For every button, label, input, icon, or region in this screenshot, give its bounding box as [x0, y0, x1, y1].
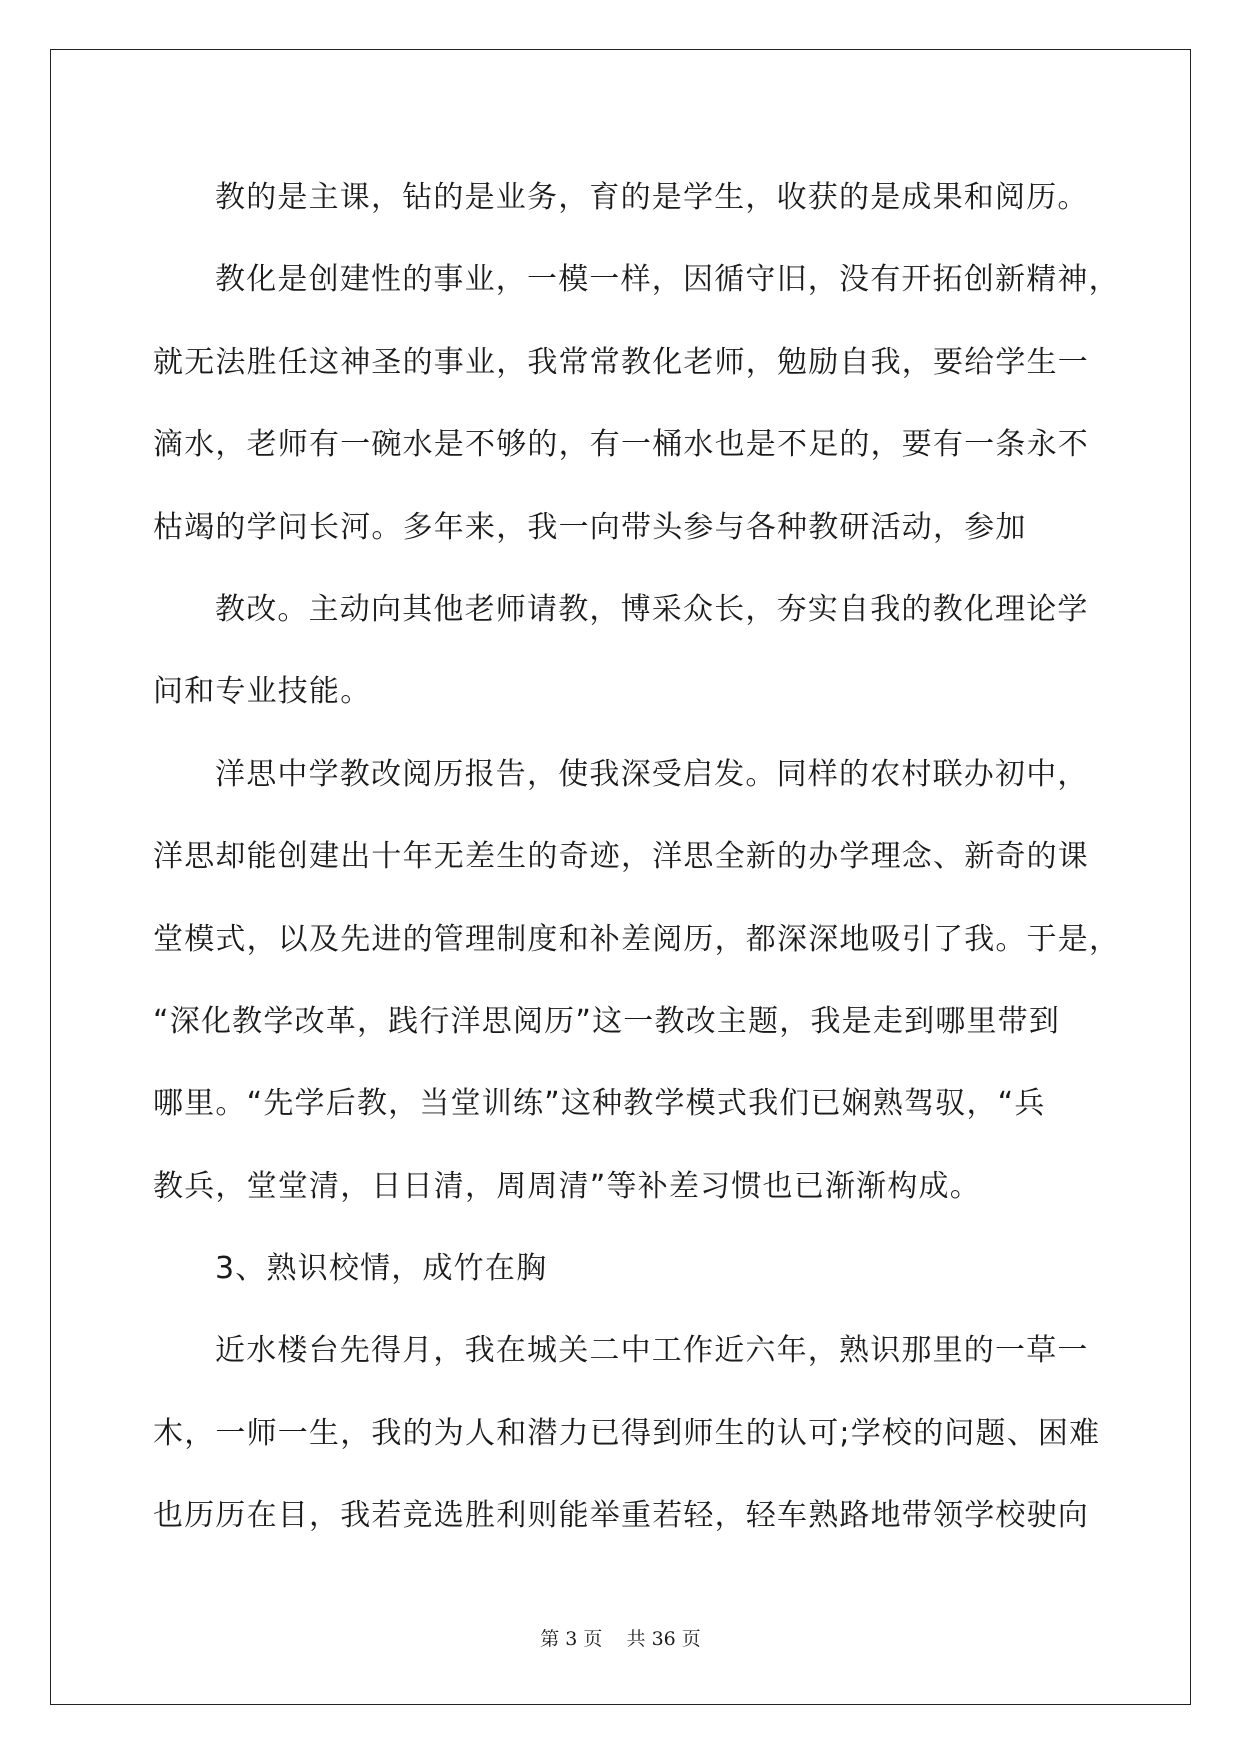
text-line-9: 洋思却能创建出十年无差生的奇迹，洋思全新的办学理念、新奇的课	[153, 839, 1089, 875]
document-body	[153, 157, 1121, 1558]
text-line-3: 就无法胜任这神圣的事业，我常常教化老师，勉励自我，要给学生一	[153, 344, 1089, 380]
text-line-4: 滴水，老师有一碗水是不够的，有一桶水也是不足的，要有一条永不	[153, 427, 1089, 463]
text-line-2: 教化是创建性的事业，一模一样，因循守旧，没有开拓创新精神，	[215, 262, 1120, 298]
text-line-1: 教的是主课，钻的是业务，育的是学生，收获的是成果和阅历。	[215, 180, 1089, 215]
page-footer	[0, 1624, 1241, 1651]
text-line-8: 洋思中学教改阅历报告，使我深受启发。同样的农村联办初中，	[215, 756, 1089, 792]
text-line-13: 教兵，堂堂清，日日清，周周清”等补差习惯也已渐渐构成。	[153, 1168, 981, 1204]
text-line-17: 也历历在目，我若竞选胜利则能举重若轻，轻车熟路地带领学校驶向	[153, 1498, 1089, 1534]
text-line-10: 堂模式，以及先进的管理制度和补差阅历，都深深地吸引了我。于是，	[153, 921, 1121, 957]
text-line-11: “深化教学改革，践行洋思阅历”这一教改主题，我是走到哪里带到	[153, 1003, 1061, 1039]
text-line-15: 近水楼台先得月，我在城关二中工作近六年，熟识那里的一草一	[215, 1333, 1089, 1369]
text-line-5: 枯竭的学问长河。多年来，我一向带头参与各种教研活动，参加	[153, 509, 1027, 545]
text-line-6: 教改。主动向其他老师请教，博采众长，夯实自我的教化理论学	[215, 591, 1089, 627]
page-number: 第 3 页 共 36 页	[540, 1628, 701, 1650]
section-heading: 3、熟识校情，成竹在胸	[215, 1251, 548, 1287]
text-line-12: 哪里。“先学后教，当堂训练”这种教学模式我们已娴熟驾驭，“兵	[153, 1086, 1046, 1122]
text-line-16: 木，一师一生，我的为人和潜力已得到师生的认可;学校的问题、困难	[153, 1415, 1101, 1451]
text-line-7: 问和专业技能。	[153, 674, 372, 710]
